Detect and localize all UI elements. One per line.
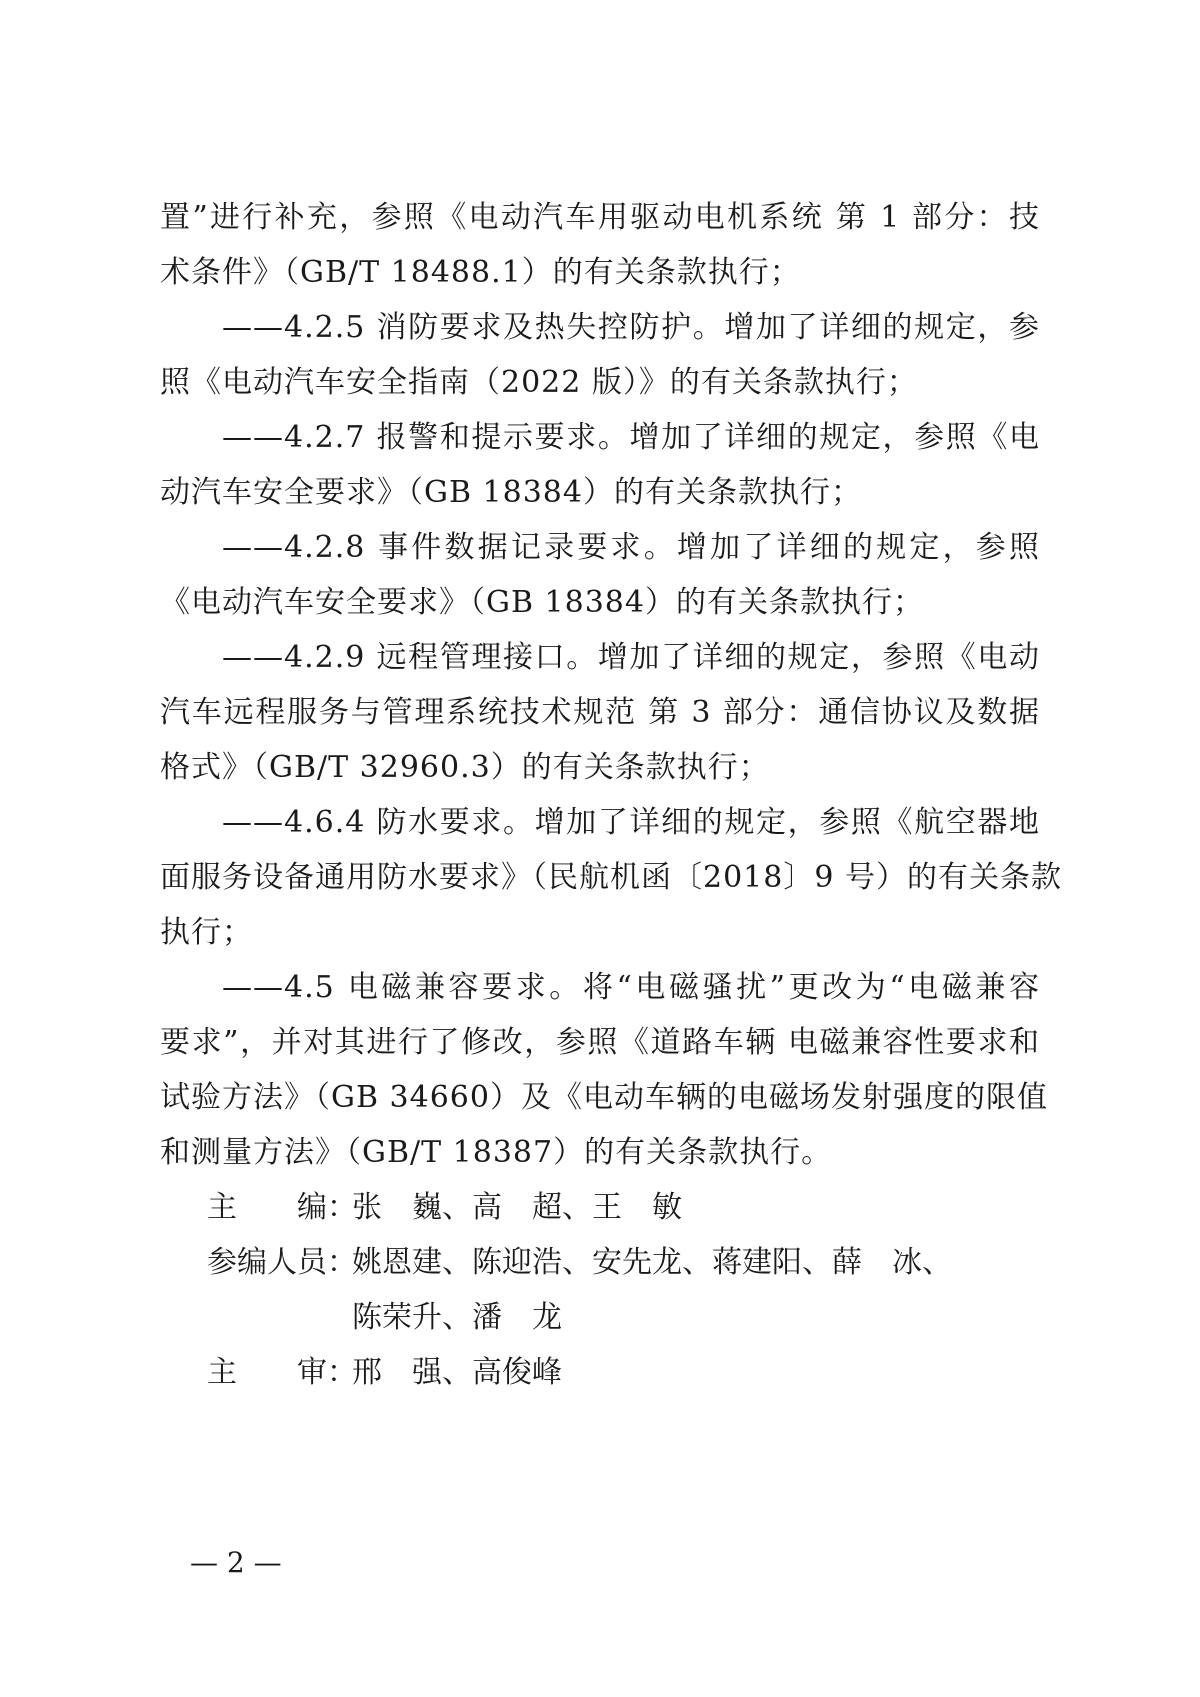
body-line: ——4.6.4 防水要求。增加了详细的规定，参照《航空器地: [222, 805, 1040, 840]
chief-editor-names: 张 巍、高 超、王 敏: [352, 1190, 682, 1225]
body-line: 执行；: [160, 915, 253, 950]
body-line: ——4.2.5 消防要求及热失控防护。增加了详细的规定，参: [222, 310, 1040, 345]
chief-reviewer-names: 邢 强、高俊峰: [352, 1355, 562, 1390]
chief-editor-label: 主 编：: [207, 1190, 357, 1225]
body-line: 术条件》（GB/T 18488.1）的有关条款执行；: [160, 255, 801, 290]
body-line: 动汽车安全要求》（GB 18384）的有关条款执行；: [160, 475, 862, 510]
contributors-names-continued: 陈荣升、潘 龙: [352, 1300, 562, 1335]
body-line: 汽车远程服务与管理系统技术规范 第 3 部分：通信协议及数据: [160, 695, 1040, 730]
body-line: ——4.2.7 报警和提示要求。增加了详细的规定，参照《电: [222, 420, 1040, 455]
page-number: — 2 —: [190, 1546, 282, 1579]
body-line: ——4.2.9 远程管理接口。增加了详细的规定，参照《电动: [222, 640, 1040, 675]
body-line: 试验方法》（GB 34660）及《电动车辆的电磁场发射强度的限值: [160, 1080, 1048, 1115]
body-line: 《电动汽车安全要求》（GB 18384）的有关条款执行；: [160, 585, 924, 620]
body-line: 和测量方法》（GB/T 18387）的有关条款执行。: [160, 1135, 833, 1170]
body-line: ——4.2.8 事件数据记录要求。增加了详细的规定，参照: [222, 530, 1040, 565]
body-line: 要求”，并对其进行了修改，参照《道路车辆 电磁兼容性要求和: [160, 1025, 1040, 1060]
body-line: ——4.5 电磁兼容要求。将“电磁骚扰”更改为“电磁兼容: [222, 970, 1040, 1005]
body-line: 照《电动汽车安全指南（2022 版）》的有关条款执行；: [160, 365, 918, 400]
body-line: 格式》（GB/T 32960.3）的有关条款执行；: [160, 750, 770, 785]
chief-reviewer-label: 主 审：: [207, 1355, 357, 1390]
body-line: 置”进行补充，参照《电动汽车用驱动电机系统 第 1 部分：技: [160, 200, 1040, 235]
body-line: 面服务设备通用防水要求》（民航机函〔2018〕9 号）的有关条款: [160, 860, 1062, 895]
contributors-label: 参编人员：: [207, 1245, 357, 1280]
contributors-names: 姚恩建、陈迎浩、安先龙、蒋建阳、薛 冰、: [352, 1245, 952, 1280]
